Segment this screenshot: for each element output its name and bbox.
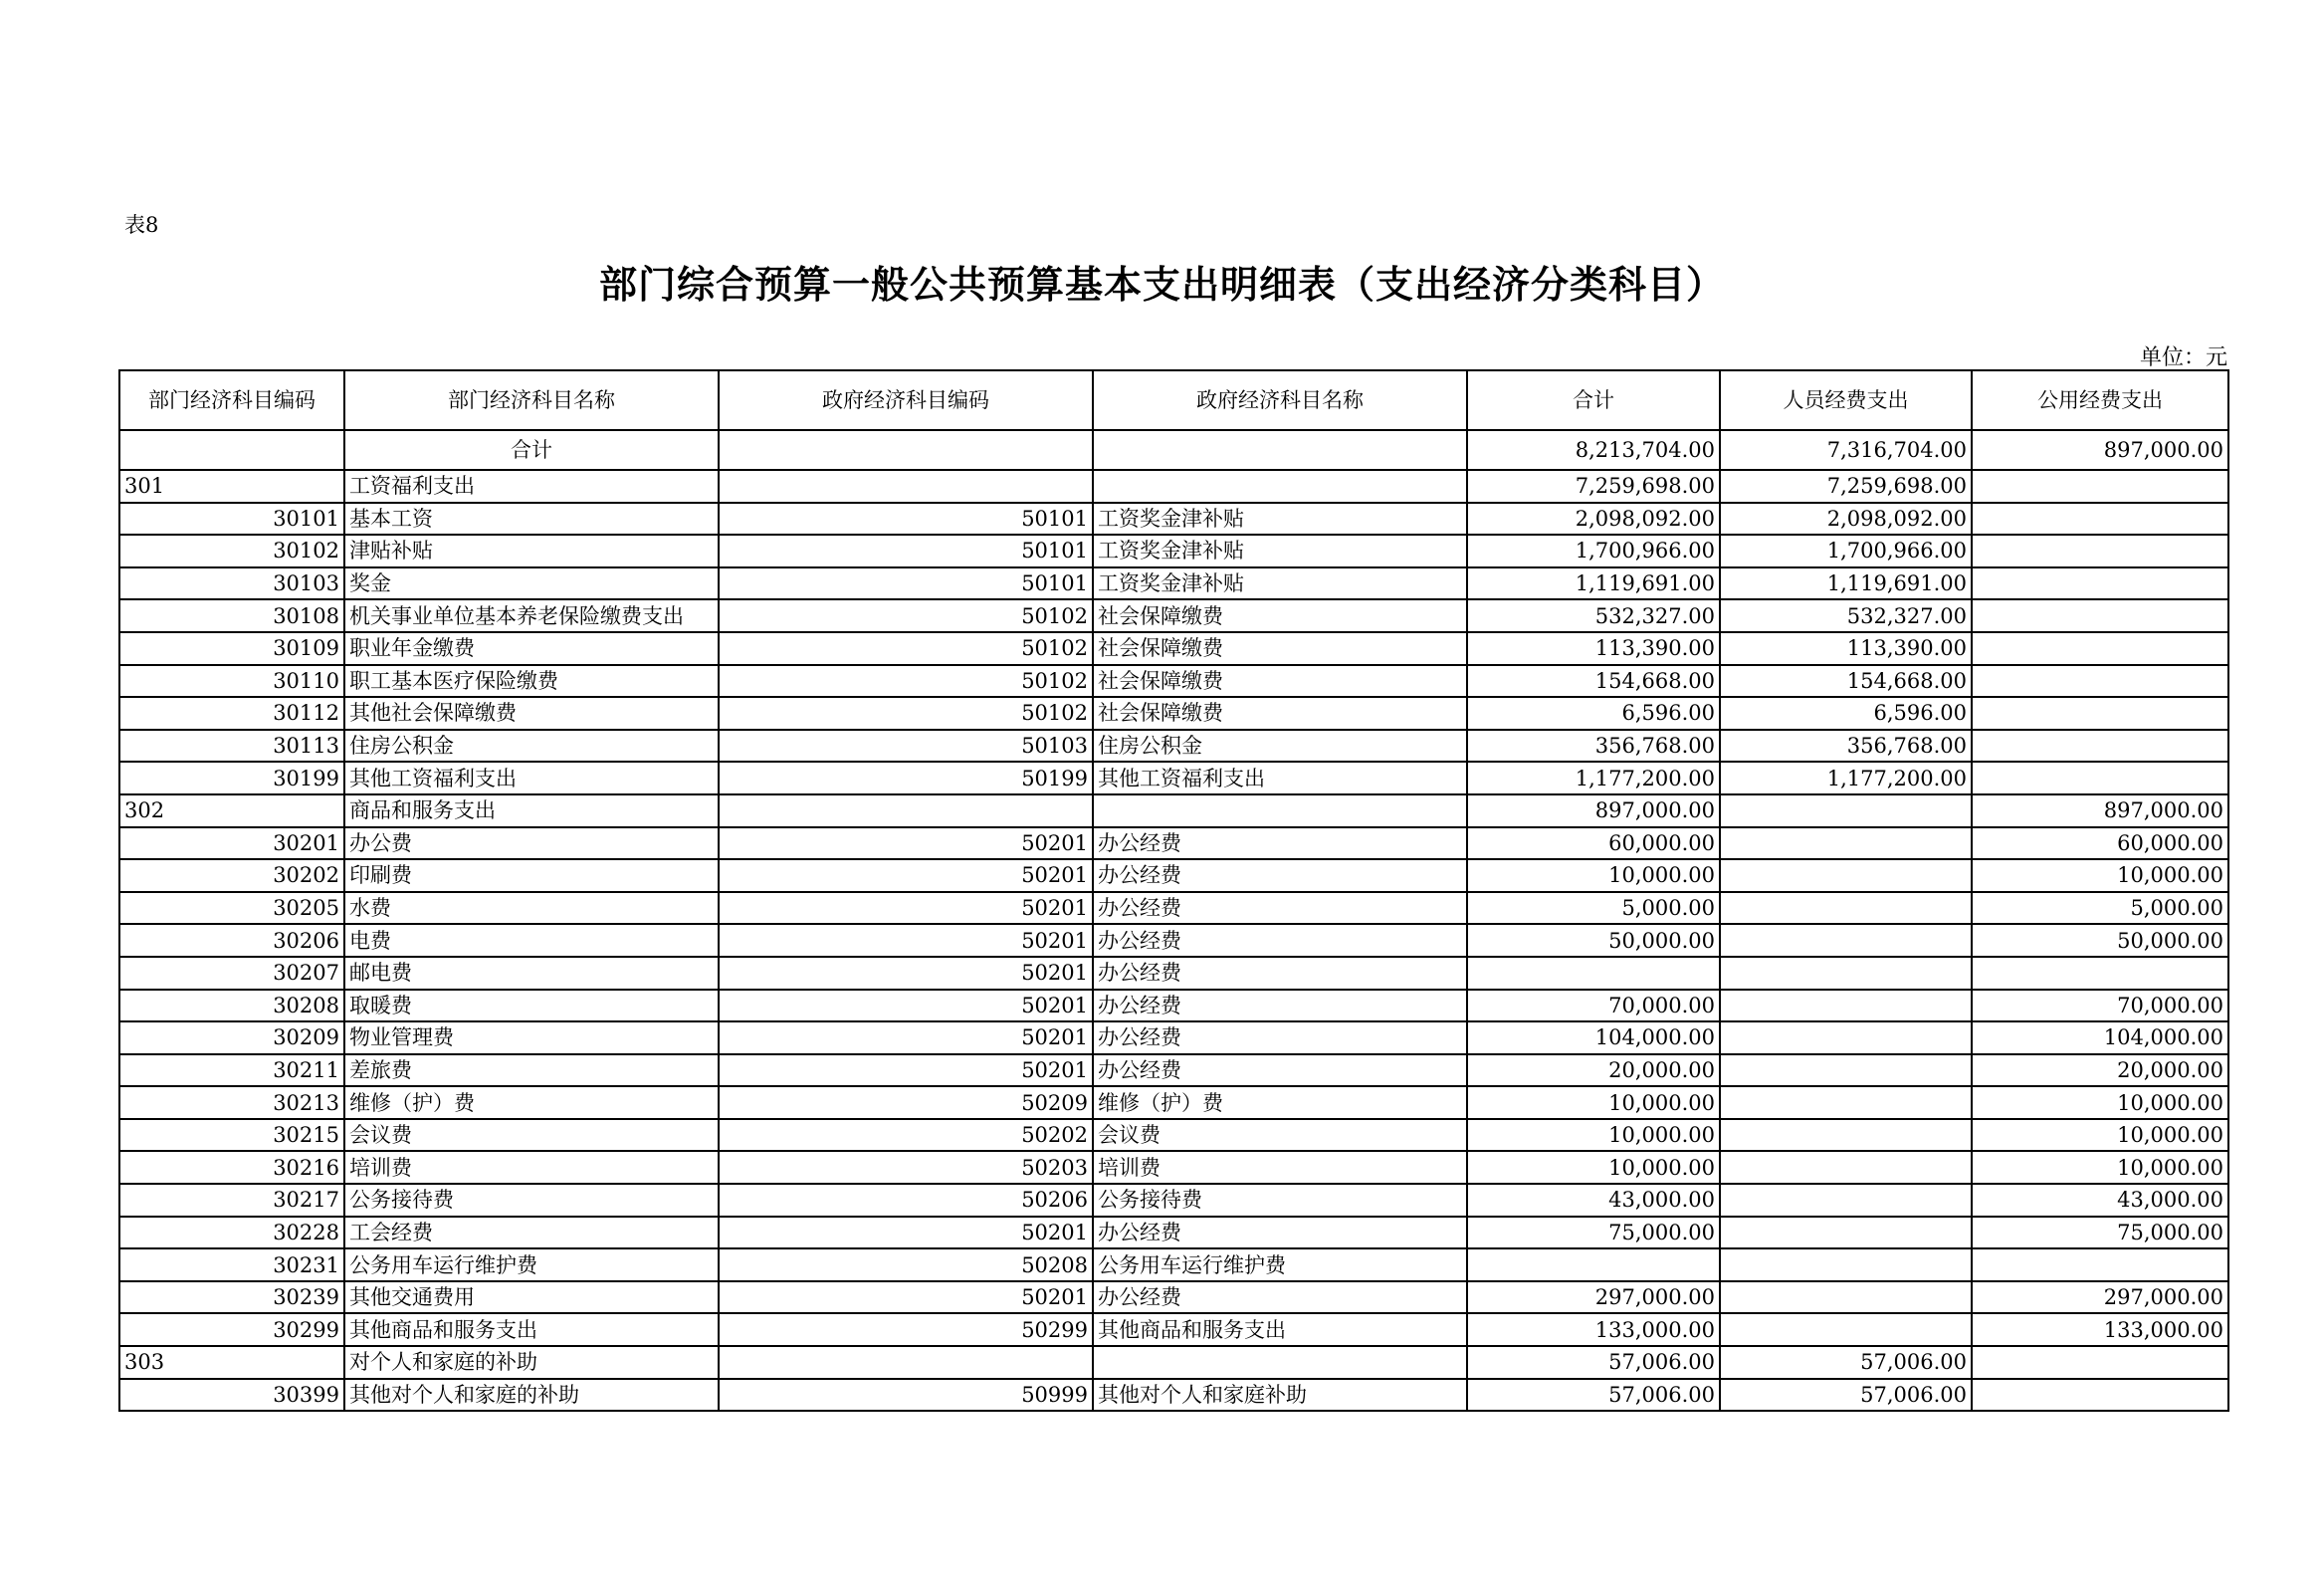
dept-name-cell: 其他交通费用: [344, 1281, 719, 1314]
table-row: [119, 535, 2228, 567]
table-row: [119, 1248, 2228, 1281]
gov-name-cell: 社会保障缴费: [1093, 632, 1467, 665]
col-header-personnel: 人员经费支出: [1720, 370, 1972, 430]
dept-code-cell: 30228: [119, 1217, 344, 1249]
public-cell: 10,000.00: [1972, 1119, 2228, 1152]
public-cell: 50,000.00: [1972, 924, 2228, 957]
personnel-cell: 1,177,200.00: [1720, 762, 1972, 794]
personnel-cell: 57,006.00: [1720, 1346, 1972, 1379]
public-cell: [1972, 665, 2228, 698]
personnel-cell: [1720, 1119, 1972, 1152]
total-cell: 104,000.00: [1467, 1021, 1720, 1054]
personnel-cell: 7,259,698.00: [1720, 470, 1972, 503]
total-row-empty: [719, 430, 1093, 470]
total-row: [119, 430, 2228, 470]
dept-code-cell: 30231: [119, 1248, 344, 1281]
dept-code-cell: 30207: [119, 957, 344, 990]
gov-code-cell: 50209: [719, 1086, 1093, 1119]
gov-code-cell: 50201: [719, 990, 1093, 1022]
total-cell: 7,259,698.00: [1467, 470, 1720, 503]
total-cell: 60,000.00: [1467, 827, 1720, 860]
gov-name-cell: 培训费: [1093, 1151, 1467, 1184]
dept-code-cell: 30201: [119, 827, 344, 860]
dept-name-cell: 基本工资: [344, 503, 719, 536]
gov-name-cell: 社会保障缴费: [1093, 599, 1467, 632]
dept-name-cell: 其他商品和服务支出: [344, 1313, 719, 1346]
dept-code-cell: 30205: [119, 892, 344, 925]
gov-code-cell: 50102: [719, 599, 1093, 632]
public-cell: 43,000.00: [1972, 1184, 2228, 1217]
personnel-cell: 1,119,691.00: [1720, 567, 1972, 600]
personnel-cell: [1720, 1021, 1972, 1054]
public-cell: 60,000.00: [1972, 827, 2228, 860]
personnel-cell: [1720, 924, 1972, 957]
dept-code-cell: 30206: [119, 924, 344, 957]
personnel-cell: [1720, 1184, 1972, 1217]
public-cell: [1972, 567, 2228, 600]
table-row: [119, 924, 2228, 957]
total-cell: 70,000.00: [1467, 990, 1720, 1022]
dept-name-cell: 培训费: [344, 1151, 719, 1184]
total-cell: 297,000.00: [1467, 1281, 1720, 1314]
public-cell: 20,000.00: [1972, 1054, 2228, 1087]
gov-name-cell: 其他对个人和家庭补助: [1093, 1379, 1467, 1412]
public-cell: 10,000.00: [1972, 859, 2228, 892]
gov-code-cell: 50201: [719, 1054, 1093, 1087]
gov-code-cell: 50102: [719, 665, 1093, 698]
personnel-cell: [1720, 827, 1972, 860]
dept-name-cell: 职业年金缴费: [344, 632, 719, 665]
gov-name-cell: 办公经费: [1093, 990, 1467, 1022]
table-number: 表8: [124, 213, 159, 237]
public-cell: 897,000.00: [1972, 794, 2228, 827]
table-row-group: [119, 470, 2228, 503]
col-header-public: 公用经费支出: [1972, 370, 2228, 430]
gov-name-cell: [1093, 794, 1467, 827]
gov-code-cell: 50203: [719, 1151, 1093, 1184]
total-cell: 10,000.00: [1467, 1119, 1720, 1152]
gov-code-cell: 50999: [719, 1379, 1093, 1412]
personnel-cell: 2,098,092.00: [1720, 503, 1972, 536]
gov-name-cell: 办公经费: [1093, 957, 1467, 990]
personnel-cell: [1720, 1217, 1972, 1249]
total-cell: 10,000.00: [1467, 859, 1720, 892]
gov-name-cell: 办公经费: [1093, 892, 1467, 925]
gov-name-cell: 工资奖金津补贴: [1093, 503, 1467, 536]
table-row: [119, 632, 2228, 665]
dept-name-cell: 职工基本医疗保险缴费: [344, 665, 719, 698]
total-cell: 1,177,200.00: [1467, 762, 1720, 794]
total-row-total: 8,213,704.00: [1467, 430, 1720, 470]
personnel-cell: [1720, 1054, 1972, 1087]
gov-code-cell: 50201: [719, 1217, 1093, 1249]
dept-code-cell: 30208: [119, 990, 344, 1022]
public-cell: [1972, 697, 2228, 730]
table-row: [119, 990, 2228, 1022]
dept-name-cell: 维修（护）费: [344, 1086, 719, 1119]
public-cell: 5,000.00: [1972, 892, 2228, 925]
page-title: 部门综合预算一般公共预算基本支出明细表（支出经济分类科目）: [598, 262, 1725, 307]
total-row-personnel: 7,316,704.00: [1720, 430, 1972, 470]
dept-name-cell: 电费: [344, 924, 719, 957]
table-row: [119, 892, 2228, 925]
public-cell: 75,000.00: [1972, 1217, 2228, 1249]
total-cell: 113,390.00: [1467, 632, 1720, 665]
total-cell: 897,000.00: [1467, 794, 1720, 827]
col-header-dept-code: 部门经济科目编码: [119, 370, 344, 430]
table-row: [119, 859, 2228, 892]
table-row: [119, 730, 2228, 763]
personnel-cell: [1720, 794, 1972, 827]
gov-name-cell: 社会保障缴费: [1093, 697, 1467, 730]
personnel-cell: 57,006.00: [1720, 1379, 1972, 1412]
dept-name-cell: 物业管理费: [344, 1021, 719, 1054]
table-row: [119, 1184, 2228, 1217]
dept-code-cell: 30217: [119, 1184, 344, 1217]
public-cell: [1972, 503, 2228, 536]
gov-name-cell: 住房公积金: [1093, 730, 1467, 763]
total-cell: 1,119,691.00: [1467, 567, 1720, 600]
gov-code-cell: [719, 1346, 1093, 1379]
total-cell: [1467, 1248, 1720, 1281]
public-cell: [1972, 1346, 2228, 1379]
gov-name-cell: 办公经费: [1093, 859, 1467, 892]
dept-name-cell: 公务接待费: [344, 1184, 719, 1217]
personnel-cell: 1,700,966.00: [1720, 535, 1972, 567]
total-cell: 1,700,966.00: [1467, 535, 1720, 567]
total-cell: 50,000.00: [1467, 924, 1720, 957]
public-cell: 10,000.00: [1972, 1151, 2228, 1184]
gov-code-cell: 50299: [719, 1313, 1093, 1346]
gov-name-cell: 办公经费: [1093, 1021, 1467, 1054]
dept-code-cell: 30213: [119, 1086, 344, 1119]
total-cell: 2,098,092.00: [1467, 503, 1720, 536]
dept-code-cell: 30202: [119, 859, 344, 892]
table-row: [119, 1379, 2228, 1412]
dept-code-cell: 30199: [119, 762, 344, 794]
public-cell: [1972, 762, 2228, 794]
personnel-cell: [1720, 1248, 1972, 1281]
dept-name-cell: 住房公积金: [344, 730, 719, 763]
dept-name-cell: 取暖费: [344, 990, 719, 1022]
col-header-gov-code: 政府经济科目编码: [719, 370, 1093, 430]
dept-code-cell: 30216: [119, 1151, 344, 1184]
total-cell: 5,000.00: [1467, 892, 1720, 925]
public-cell: 133,000.00: [1972, 1313, 2228, 1346]
public-cell: [1972, 1248, 2228, 1281]
table-row: [119, 1313, 2228, 1346]
dept-code-cell: 30113: [119, 730, 344, 763]
public-cell: [1972, 535, 2228, 567]
gov-code-cell: 50102: [719, 697, 1093, 730]
personnel-cell: 6,596.00: [1720, 697, 1972, 730]
total-row-empty: [119, 430, 344, 470]
dept-name-cell: 对个人和家庭的补助: [344, 1346, 719, 1379]
dept-code-cell: 30101: [119, 503, 344, 536]
gov-code-cell: 50101: [719, 503, 1093, 536]
table-row: [119, 1086, 2228, 1119]
budget-table: [118, 369, 2229, 1412]
dept-name-cell: 津贴补贴: [344, 535, 719, 567]
total-row-empty: [1093, 430, 1467, 470]
total-cell: 57,006.00: [1467, 1379, 1720, 1412]
total-cell: [1467, 957, 1720, 990]
gov-code-cell: 50103: [719, 730, 1093, 763]
dept-code-cell: 30239: [119, 1281, 344, 1314]
table-row: [119, 503, 2228, 536]
table-row: [119, 1217, 2228, 1249]
gov-code-cell: 50101: [719, 535, 1093, 567]
gov-name-cell: 办公经费: [1093, 924, 1467, 957]
gov-name-cell: [1093, 470, 1467, 503]
dept-name-cell: 工会经费: [344, 1217, 719, 1249]
unit-label: 单位：元: [2139, 345, 2227, 370]
gov-name-cell: 办公经费: [1093, 1217, 1467, 1249]
total-row-label: 合计: [344, 430, 719, 470]
table-row: [119, 1021, 2228, 1054]
personnel-cell: [1720, 892, 1972, 925]
header-row: [119, 370, 2228, 430]
dept-name-cell: 会议费: [344, 1119, 719, 1152]
gov-name-cell: 办公经费: [1093, 1054, 1467, 1087]
gov-name-cell: 办公经费: [1093, 1281, 1467, 1314]
gov-code-cell: 50201: [719, 1021, 1093, 1054]
total-cell: 20,000.00: [1467, 1054, 1720, 1087]
personnel-cell: [1720, 957, 1972, 990]
dept-code-cell: 30112: [119, 697, 344, 730]
table-row: [119, 762, 2228, 794]
table-row-group: [119, 794, 2228, 827]
dept-code-cell: 30102: [119, 535, 344, 567]
dept-name-cell: 公务用车运行维护费: [344, 1248, 719, 1281]
dept-name-cell: 印刷费: [344, 859, 719, 892]
gov-code-cell: 50201: [719, 859, 1093, 892]
total-cell: 57,006.00: [1467, 1346, 1720, 1379]
gov-name-cell: 会议费: [1093, 1119, 1467, 1152]
gov-code-cell: 50101: [719, 567, 1093, 600]
table-row: [119, 827, 2228, 860]
personnel-cell: [1720, 1313, 1972, 1346]
dept-name-cell: 工资福利支出: [344, 470, 719, 503]
total-cell: 43,000.00: [1467, 1184, 1720, 1217]
dept-code-cell: 30299: [119, 1313, 344, 1346]
table-row: [119, 567, 2228, 600]
personnel-cell: [1720, 1086, 1972, 1119]
gov-name-cell: 公务用车运行维护费: [1093, 1248, 1467, 1281]
dept-code-cell: 30215: [119, 1119, 344, 1152]
dept-code-cell: 30110: [119, 665, 344, 698]
table-row-group: [119, 1346, 2228, 1379]
gov-code-cell: 50199: [719, 762, 1093, 794]
public-cell: [1972, 599, 2228, 632]
gov-name-cell: 办公经费: [1093, 827, 1467, 860]
dept-code-cell: 301: [119, 470, 344, 503]
dept-code-cell: 302: [119, 794, 344, 827]
gov-code-cell: 50202: [719, 1119, 1093, 1152]
dept-name-cell: 其他对个人和家庭的补助: [344, 1379, 719, 1412]
personnel-cell: 356,768.00: [1720, 730, 1972, 763]
public-cell: [1972, 957, 2228, 990]
dept-name-cell: 水费: [344, 892, 719, 925]
gov-code-cell: [719, 470, 1093, 503]
table-row: [119, 957, 2228, 990]
gov-code-cell: 50201: [719, 924, 1093, 957]
public-cell: [1972, 730, 2228, 763]
gov-code-cell: 50201: [719, 957, 1093, 990]
personnel-cell: 154,668.00: [1720, 665, 1972, 698]
total-row-public: 897,000.00: [1972, 430, 2228, 470]
total-cell: 154,668.00: [1467, 665, 1720, 698]
dept-name-cell: 办公费: [344, 827, 719, 860]
gov-name-cell: 其他工资福利支出: [1093, 762, 1467, 794]
gov-code-cell: 50208: [719, 1248, 1093, 1281]
table-row: [119, 1151, 2228, 1184]
public-cell: 297,000.00: [1972, 1281, 2228, 1314]
col-header-gov-name: 政府经济科目名称: [1093, 370, 1467, 430]
public-cell: [1972, 1379, 2228, 1412]
table-row: [119, 697, 2228, 730]
gov-code-cell: 50206: [719, 1184, 1093, 1217]
dept-code-cell: 30209: [119, 1021, 344, 1054]
total-cell: 133,000.00: [1467, 1313, 1720, 1346]
total-cell: 75,000.00: [1467, 1217, 1720, 1249]
dept-code-cell: 30399: [119, 1379, 344, 1412]
gov-name-cell: 维修（护）费: [1093, 1086, 1467, 1119]
public-cell: 104,000.00: [1972, 1021, 2228, 1054]
dept-name-cell: 机关事业单位基本养老保险缴费支出: [344, 599, 719, 632]
gov-code-cell: 50201: [719, 1281, 1093, 1314]
dept-code-cell: 30108: [119, 599, 344, 632]
personnel-cell: 113,390.00: [1720, 632, 1972, 665]
gov-name-cell: 工资奖金津补贴: [1093, 535, 1467, 567]
total-cell: 10,000.00: [1467, 1086, 1720, 1119]
gov-name-cell: 工资奖金津补贴: [1093, 567, 1467, 600]
table-row: [119, 1281, 2228, 1314]
gov-name-cell: 社会保障缴费: [1093, 665, 1467, 698]
public-cell: [1972, 470, 2228, 503]
dept-code-cell: 30211: [119, 1054, 344, 1087]
total-cell: 356,768.00: [1467, 730, 1720, 763]
personnel-cell: [1720, 859, 1972, 892]
gov-name-cell: 公务接待费: [1093, 1184, 1467, 1217]
public-cell: 10,000.00: [1972, 1086, 2228, 1119]
dept-name-cell: 差旅费: [344, 1054, 719, 1087]
public-cell: 70,000.00: [1972, 990, 2228, 1022]
gov-name-cell: [1093, 1346, 1467, 1379]
gov-code-cell: [719, 794, 1093, 827]
personnel-cell: [1720, 1151, 1972, 1184]
table-row: [119, 599, 2228, 632]
table-row: [119, 1119, 2228, 1152]
gov-name-cell: 其他商品和服务支出: [1093, 1313, 1467, 1346]
personnel-cell: [1720, 990, 1972, 1022]
dept-code-cell: 30109: [119, 632, 344, 665]
col-header-dept-name: 部门经济科目名称: [344, 370, 719, 430]
personnel-cell: 532,327.00: [1720, 599, 1972, 632]
dept-name-cell: 商品和服务支出: [344, 794, 719, 827]
table-row: [119, 665, 2228, 698]
dept-name-cell: 其他工资福利支出: [344, 762, 719, 794]
col-header-total: 合计: [1467, 370, 1720, 430]
public-cell: [1972, 632, 2228, 665]
dept-name-cell: 其他社会保障缴费: [344, 697, 719, 730]
total-cell: 532,327.00: [1467, 599, 1720, 632]
gov-code-cell: 50201: [719, 827, 1093, 860]
dept-code-cell: 30103: [119, 567, 344, 600]
dept-name-cell: 邮电费: [344, 957, 719, 990]
dept-name-cell: 奖金: [344, 567, 719, 600]
gov-code-cell: 50102: [719, 632, 1093, 665]
table-row: [119, 1054, 2228, 1087]
total-cell: 6,596.00: [1467, 697, 1720, 730]
dept-code-cell: 303: [119, 1346, 344, 1379]
total-cell: 10,000.00: [1467, 1151, 1720, 1184]
personnel-cell: [1720, 1281, 1972, 1314]
gov-code-cell: 50201: [719, 892, 1093, 925]
